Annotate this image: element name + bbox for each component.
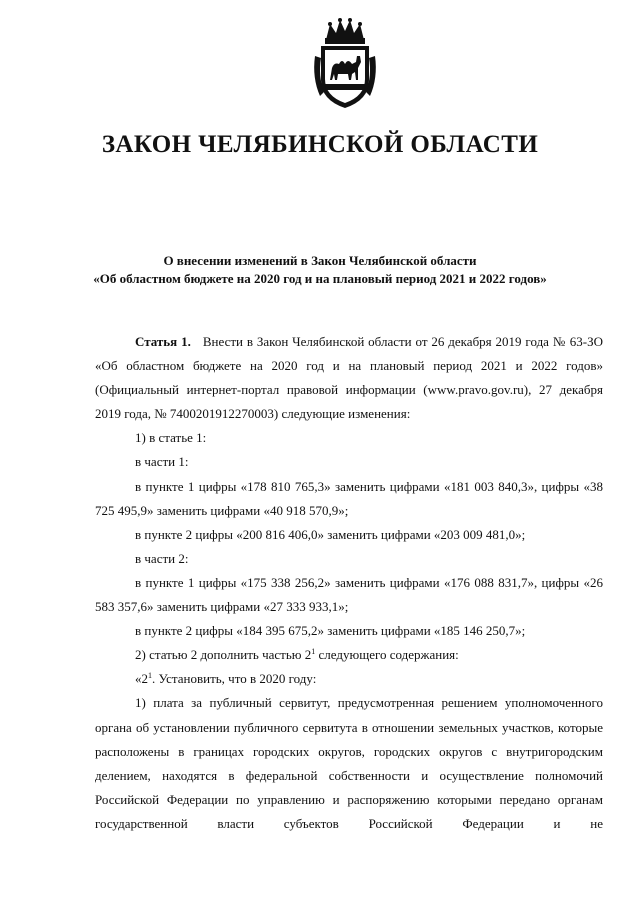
law-subject (0, 252, 640, 288)
crown-band (325, 38, 365, 44)
coat-of-arms-emblem (312, 18, 378, 110)
part-2-point-2: в пункте 2 цифры «184 395 675,2» заменить цифрами «185 146 250,7»; (135, 623, 526, 639)
article-label: Статья 1. (135, 334, 191, 349)
item-2-text: 2) статью 2 дополнить частью 2 (135, 647, 312, 663)
subject-line-2: «Об областном бюджете на 2020 год и на плановый период 2021 и 2022 годов» (93, 271, 547, 286)
subitem-1: 1) плата за публичный сервитут, предусмотренная решением уполномоченного органа об установлении публичного сервитута в отношении земельных участков, которые расположены в границах городских округов, городских округов с внутригородским делением, находятся в федеральной собственности и осуществление полномочий Российской Федерации по управлению и распоряжению которыми передано органам государственной власти субъектов Российской Федерации и не (95, 695, 603, 831)
quote-text: . Установить, что в 2020 году: (152, 671, 317, 687)
quote-superscript: 1 (148, 671, 152, 681)
part-2-point-1: в пункте 1 цифры «175 338 256,2» заменить цифрами «176 088 831,7», цифры «26 583 357,6» заменить цифрами «27 333 933,1»; (95, 574, 603, 615)
part-1-point-1: в пункте 1 цифры «178 810 765,3» заменить цифрами «181 003 840,3», цифры «38 725 495,9» заменить цифрами «40 918 570,9»; (95, 478, 603, 518)
item-1: 1) в статье 1: (135, 430, 207, 446)
article-1-paragraph (95, 330, 603, 426)
law-title: ЗАКОН ЧЕЛЯБИНСКОЙ ОБЛАСТИ (101, 131, 539, 158)
quoted-part-2-1 (95, 667, 603, 691)
law-body (95, 330, 603, 836)
article-intro: Внести в Закон Челябинской области от 26 декабря 2019 года № 63-ЗО «Об областном бюджете на 2020 год и на плановый период 2021 и 2022 годов» (Официальный интернет-портал правовой информации (www.pravo.gov.ru), 27 декабря 2019 года, № 7400201912270003) следующие изменения: (95, 334, 603, 422)
quote-open: «2 (135, 671, 148, 687)
item-2 (95, 643, 603, 667)
part-1-point-2: в пункте 2 цифры «200 816 406,0» заменить цифрами «203 009 481,0»; (135, 526, 526, 542)
subject-line-1: О внесении изменений в Закон Челябинской области (163, 253, 477, 268)
item-2-superscript: 1 (311, 647, 316, 657)
part-2-heading: в части 2: (135, 550, 189, 566)
item-2-text-end: следующего содержания: (315, 647, 459, 663)
part-1-heading: в части 1: (135, 454, 189, 470)
